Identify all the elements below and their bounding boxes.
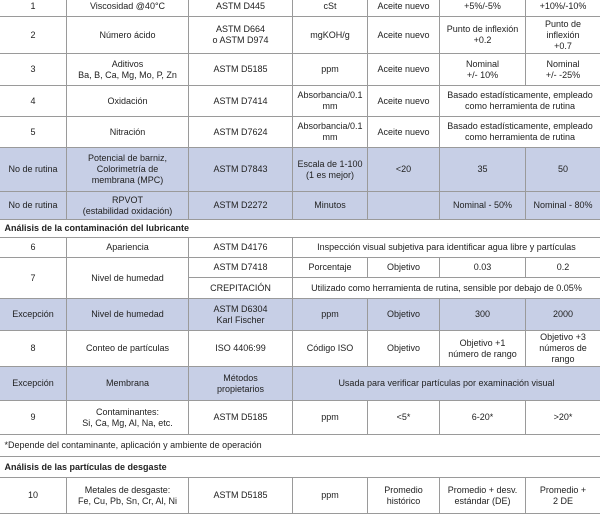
- method-cell: ASTM D664 o ASTM D974: [189, 17, 293, 54]
- section-row: [0, 457, 600, 478]
- method-cell: ASTM D7843: [189, 148, 293, 192]
- unit-cell: ppm: [293, 401, 368, 435]
- caution-cell: Nominal +/- 10%: [440, 54, 526, 86]
- table-row: [0, 54, 600, 86]
- table-row: [0, 148, 600, 192]
- parameter-cell: Metales de desgaste: Fe, Cu, Pb, Sn, Cr, Al, Ni: [67, 478, 189, 514]
- method-cell: ASTM D5185: [189, 478, 293, 514]
- method-cell: ASTM D445: [189, 0, 293, 17]
- unit-cell: ppm: [293, 478, 368, 514]
- row-number: No de rutina: [0, 192, 67, 220]
- critical-cell: >20*: [526, 401, 600, 435]
- critical-cell: Nominal - 80%: [526, 192, 600, 220]
- table-row: [0, 258, 600, 278]
- unit-cell: Absorbancia/0.1 mm: [293, 86, 368, 117]
- critical-cell: 2000: [526, 299, 600, 331]
- parameter-cell: Apariencia: [67, 238, 189, 258]
- section-heading: Análisis de la contaminación del lubricante: [0, 220, 600, 238]
- caution-cell: Promedio + desv. estándar (DE): [440, 478, 526, 514]
- row-number: 3: [0, 54, 67, 86]
- caution-cell: Punto de inflexión +0.2: [440, 17, 526, 54]
- parameter-cell: Contaminantes: Si, Ca, Mg, Al, Na, etc.: [67, 401, 189, 435]
- baseline-cell: Objetivo: [368, 331, 440, 367]
- baseline-cell: Aceite nuevo: [368, 17, 440, 54]
- method-cell: ASTM D7414: [189, 86, 293, 117]
- method-cell: ASTM D5185: [189, 54, 293, 86]
- unit-cell: Absorbancia/0.1 mm: [293, 117, 368, 148]
- method-cell: ASTM D7418: [189, 258, 293, 278]
- critical-cell: +10%/-10%: [526, 0, 600, 17]
- row-number: Excepción: [0, 367, 67, 401]
- row-number: 4: [0, 86, 67, 117]
- table-row: [0, 367, 600, 401]
- caution-cell: 35: [440, 148, 526, 192]
- parameter-cell: RPVOT (estabilidad oxidación): [67, 192, 189, 220]
- parameter-cell: Nitración: [67, 117, 189, 148]
- baseline-cell: Aceite nuevo: [368, 86, 440, 117]
- table-row: [0, 478, 600, 514]
- critical-cell: Punto de inflexión +0.7: [526, 17, 600, 54]
- critical-cell: 50: [526, 148, 600, 192]
- method-cell: ASTM D4176: [189, 238, 293, 258]
- parameter-cell: Conteo de partículas: [67, 331, 189, 367]
- method-cell: ISO 4406:99: [189, 331, 293, 367]
- table-row: [0, 238, 600, 258]
- method-cell: ASTM D5185: [189, 401, 293, 435]
- parameter-cell: Nivel de humedad: [67, 258, 189, 299]
- method-cell: CREPITACIÓN: [189, 278, 293, 299]
- unit-cell: cSt: [293, 0, 368, 17]
- unit-cell: Minutos: [293, 192, 368, 220]
- row-number: 2: [0, 17, 67, 54]
- section-row: [0, 220, 600, 238]
- limits-note-cell: Basado estadísticamente, empleado como herramienta de rutina: [440, 86, 600, 117]
- limits-note-cell: Utilizado como herramienta de rutina, sensible por debajo de 0.05%: [293, 278, 600, 299]
- parameter-cell: Número ácido: [67, 17, 189, 54]
- method-cell: ASTM D6304 Karl Fischer: [189, 299, 293, 331]
- row-number: 7: [0, 258, 67, 299]
- caution-cell: 0.03: [440, 258, 526, 278]
- critical-cell: Objetivo +3 números de rango: [526, 331, 600, 367]
- row-number: 10: [0, 478, 67, 514]
- limits-note-cell: Basado estadísticamente, empleado como herramienta de rutina: [440, 117, 600, 148]
- caution-cell: Objetivo +1 número de rango: [440, 331, 526, 367]
- limits-note-cell: Usada para verificar partículas por examinación visual: [293, 367, 600, 401]
- critical-cell: 0.2: [526, 258, 600, 278]
- row-number: Excepción: [0, 299, 67, 331]
- row-number: 1: [0, 0, 67, 17]
- caution-cell: 6-20*: [440, 401, 526, 435]
- critical-cell: Nominal +/- -25%: [526, 54, 600, 86]
- method-cell: Métodos propietarios: [189, 367, 293, 401]
- row-number: No de rutina: [0, 148, 67, 192]
- table-row: [0, 117, 600, 148]
- row-number: 9: [0, 401, 67, 435]
- unit-cell: Porcentaje: [293, 258, 368, 278]
- table-row: [0, 192, 600, 220]
- table-row: [0, 0, 600, 17]
- row-number: 6: [0, 238, 67, 258]
- baseline-cell: <20: [368, 148, 440, 192]
- parameter-cell: Aditivos Ba, B, Ca, Mg, Mo, P, Zn: [67, 54, 189, 86]
- table-row: [0, 331, 600, 367]
- table-row: [0, 86, 600, 117]
- method-cell: ASTM D2272: [189, 192, 293, 220]
- table-row: [0, 17, 600, 54]
- table-row: [0, 299, 600, 331]
- caution-cell: Nominal - 50%: [440, 192, 526, 220]
- baseline-cell: Promedio histórico: [368, 478, 440, 514]
- table-row: [0, 401, 600, 435]
- parameter-cell: Oxidación: [67, 86, 189, 117]
- baseline-cell: <5*: [368, 401, 440, 435]
- unit-cell: ppm: [293, 54, 368, 86]
- unit-cell: Código ISO: [293, 331, 368, 367]
- parameter-cell: Potencial de barniz, Colorimetría de membrana (MPC): [67, 148, 189, 192]
- row-number: 8: [0, 331, 67, 367]
- unit-cell: ppm: [293, 299, 368, 331]
- parameter-cell: Nivel de humedad: [67, 299, 189, 331]
- parameter-cell: Membrana: [67, 367, 189, 401]
- caution-cell: +5%/-5%: [440, 0, 526, 17]
- unit-cell: Escala de 1-100 (1 es mejor): [293, 148, 368, 192]
- baseline-cell: Objetivo: [368, 258, 440, 278]
- unit-cell: mgKOH/g: [293, 17, 368, 54]
- parameter-cell: Viscosidad @40°C: [67, 0, 189, 17]
- method-cell: ASTM D7624: [189, 117, 293, 148]
- footnote: *Depende del contaminante, aplicación y ambiente de operación: [0, 435, 600, 457]
- footnote-row: [0, 435, 600, 457]
- baseline-cell: [368, 192, 440, 220]
- section-heading: Análisis de las partículas de desgaste: [0, 457, 600, 478]
- baseline-cell: Aceite nuevo: [368, 0, 440, 17]
- baseline-cell: Aceite nuevo: [368, 117, 440, 148]
- baseline-cell: Objetivo: [368, 299, 440, 331]
- critical-cell: Promedio + 2 DE: [526, 478, 600, 514]
- limits-note-cell: Inspección visual subjetiva para identificar agua libre y partículas: [293, 238, 600, 258]
- caution-cell: 300: [440, 299, 526, 331]
- baseline-cell: Aceite nuevo: [368, 54, 440, 86]
- row-number: 5: [0, 117, 67, 148]
